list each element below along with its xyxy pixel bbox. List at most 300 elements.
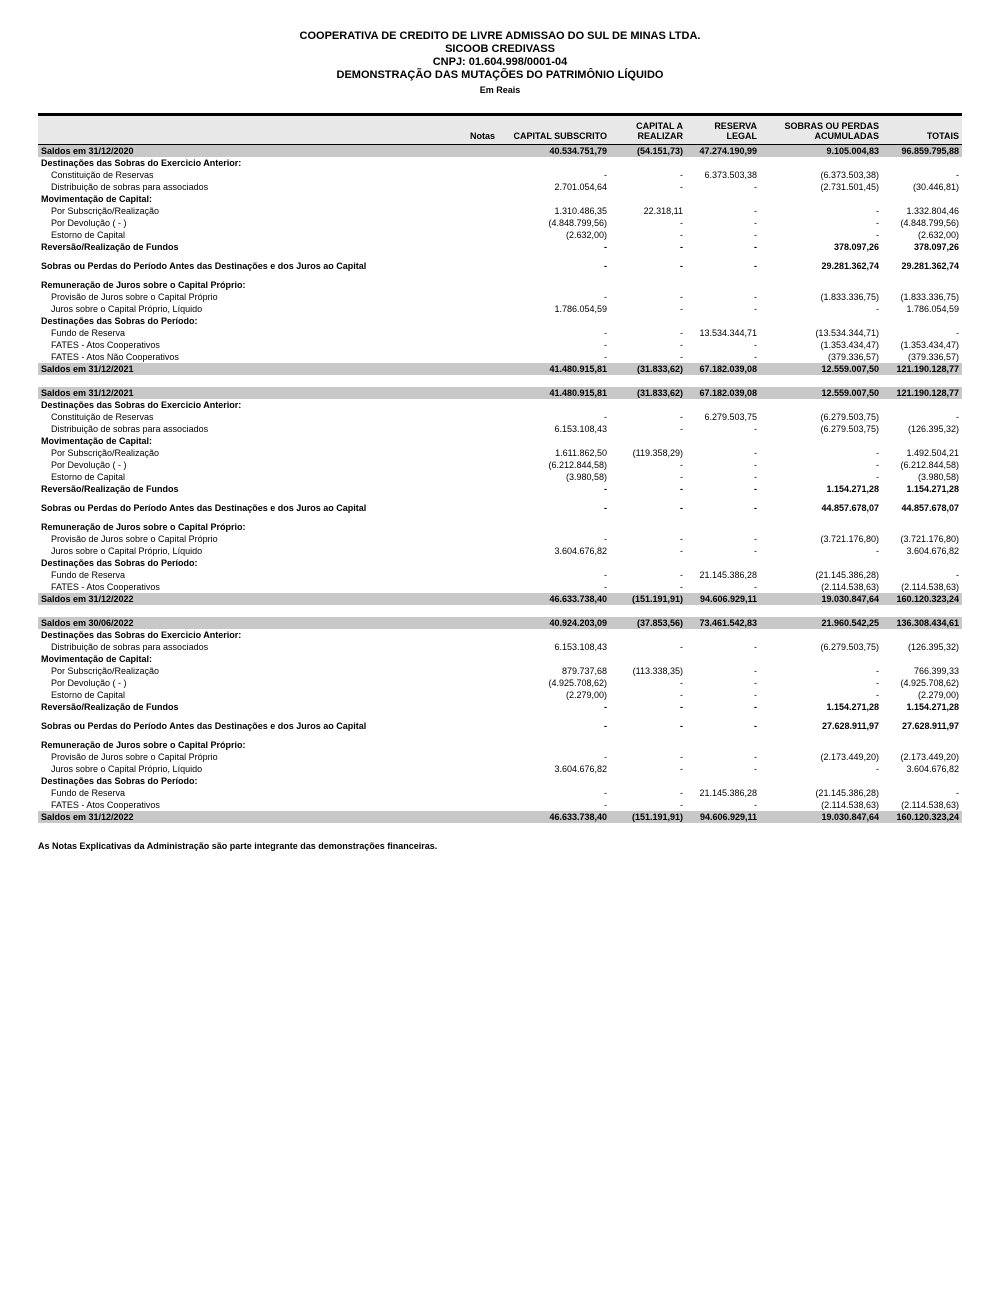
cell-totais: 160.120.323,24 bbox=[896, 811, 959, 822]
cell-capital-a-realizar bbox=[610, 157, 686, 169]
cell-capital-subscrito: - bbox=[604, 291, 607, 302]
cell-totais: 1.492.504,21 bbox=[906, 447, 959, 458]
row-label: Por Subscrição/Realização bbox=[51, 447, 160, 458]
cell-notas bbox=[448, 557, 498, 569]
cell-reserva-legal: - bbox=[754, 763, 757, 774]
cell-notas bbox=[448, 205, 498, 217]
row-label: Provisão de Juros sobre o Capital Próprio bbox=[51, 751, 218, 762]
table-row bbox=[38, 653, 962, 665]
cell-reserva-legal: - bbox=[754, 665, 757, 676]
cell-capital-a-realizar bbox=[610, 435, 686, 447]
cell-reserva-legal: - bbox=[754, 483, 757, 494]
cell-reserva-legal: - bbox=[754, 533, 757, 544]
cell-reserva-legal: - bbox=[754, 701, 757, 712]
cell-capital-a-realizar: - bbox=[680, 763, 683, 774]
spacer-row bbox=[38, 253, 962, 260]
cell-capital-a-realizar bbox=[610, 279, 686, 291]
row-label: Reversão/Realização de Fundos bbox=[41, 483, 179, 494]
cell-reserva-legal bbox=[686, 435, 760, 447]
cell-sobras-ou-perdas-acumuladas: 1.154.271,28 bbox=[826, 483, 879, 494]
row-label: Fundo de Reserva bbox=[51, 787, 126, 798]
cell-capital-a-realizar: (31.833,62) bbox=[636, 363, 683, 374]
row-label: Por Subscrição/Realização bbox=[51, 665, 160, 676]
cell-sobras-ou-perdas-acumuladas: (379.336,57) bbox=[827, 351, 879, 362]
footer-note: As Notas Explicativas da Administração são parte integrante das demonstrações financeiras. bbox=[38, 841, 438, 851]
cell-capital-a-realizar bbox=[610, 315, 686, 327]
cell-capital-a-realizar: - bbox=[680, 327, 683, 338]
cell-totais: 121.190.128,77 bbox=[896, 363, 959, 374]
table-row bbox=[38, 423, 962, 435]
table-header bbox=[38, 115, 962, 145]
cell-capital-a-realizar: (54.151,73) bbox=[636, 145, 683, 156]
cell-capital-subscrito: - bbox=[604, 327, 607, 338]
cell-capital-a-realizar: - bbox=[680, 260, 683, 271]
cell-capital-subscrito: - bbox=[604, 751, 607, 762]
table-row bbox=[38, 502, 962, 514]
cell-sobras-ou-perdas-acumuladas: (6.279.503,75) bbox=[820, 411, 879, 422]
cell-reserva-legal bbox=[686, 653, 760, 665]
cell-capital-subscrito bbox=[498, 739, 610, 751]
cell-totais: (379.336,57) bbox=[907, 351, 959, 362]
cell-notas bbox=[448, 483, 498, 495]
cell-sobras-ou-perdas-acumuladas: 44.857.678,07 bbox=[821, 502, 879, 513]
cell-totais bbox=[882, 629, 962, 641]
table-row bbox=[38, 241, 962, 253]
cell-reserva-legal bbox=[686, 279, 760, 291]
cell-sobras-ou-perdas-acumuladas bbox=[760, 157, 882, 169]
row-label: Destinações das Sobras do Exercicio Anterior: bbox=[41, 629, 242, 640]
cell-capital-subscrito: 41.480.915,81 bbox=[549, 363, 607, 374]
row-label: Estorno de Capital bbox=[51, 689, 126, 700]
cell-notas bbox=[448, 569, 498, 581]
cell-sobras-ou-perdas-acumuladas bbox=[760, 557, 882, 569]
table-row bbox=[38, 483, 962, 495]
cell-totais: (2.173.449,20) bbox=[900, 751, 959, 762]
cell-reserva-legal: - bbox=[754, 181, 757, 192]
cell-capital-a-realizar: - bbox=[680, 339, 683, 350]
cell-sobras-ou-perdas-acumuladas bbox=[760, 775, 882, 787]
table-row bbox=[38, 557, 962, 569]
cell-capital-subscrito bbox=[498, 557, 610, 569]
cell-reserva-legal: 21.145.386,28 bbox=[699, 787, 757, 798]
cell-capital-subscrito bbox=[498, 399, 610, 411]
table-row bbox=[38, 689, 962, 701]
cell-notas bbox=[448, 193, 498, 205]
cell-capital-subscrito: (4.848.799,56) bbox=[548, 217, 607, 228]
cell-notas bbox=[448, 411, 498, 423]
cell-sobras-ou-perdas-acumuladas: (13.534.344,71) bbox=[815, 327, 879, 338]
cell-notas bbox=[448, 653, 498, 665]
cell-capital-a-realizar: (113.338,35) bbox=[632, 665, 683, 676]
row-label: FATES - Atos Não Cooperativos bbox=[51, 351, 179, 362]
cell-sobras-ou-perdas-acumuladas: 27.628.911,97 bbox=[821, 720, 879, 731]
cell-reserva-legal bbox=[686, 775, 760, 787]
cell-capital-a-realizar: - bbox=[680, 423, 683, 434]
table-row bbox=[38, 399, 962, 411]
equity-statement-table bbox=[38, 113, 962, 823]
cell-reserva-legal: - bbox=[754, 423, 757, 434]
cell-reserva-legal bbox=[686, 157, 760, 169]
row-label: Por Devolução ( - ) bbox=[51, 459, 127, 470]
cell-notas bbox=[448, 811, 498, 823]
cell-notas bbox=[448, 435, 498, 447]
table-row bbox=[38, 811, 962, 823]
row-label: Provisão de Juros sobre o Capital Próprio bbox=[51, 291, 218, 302]
cell-totais: (2.279,00) bbox=[917, 689, 959, 700]
cell-totais bbox=[882, 315, 962, 327]
currency-note: Em Reais bbox=[479, 85, 521, 95]
cell-capital-a-realizar: (31.833,62) bbox=[636, 387, 683, 398]
cell-capital-a-realizar: - bbox=[680, 459, 683, 470]
cell-reserva-legal: - bbox=[754, 751, 757, 762]
spacer-row bbox=[38, 514, 962, 521]
cell-reserva-legal: - bbox=[754, 260, 757, 271]
table-row bbox=[38, 169, 962, 181]
cell-sobras-ou-perdas-acumuladas: - bbox=[876, 229, 879, 240]
cell-capital-a-realizar: (151.191,91) bbox=[631, 593, 683, 604]
cell-sobras-ou-perdas-acumuladas: (6.373.503,38) bbox=[820, 169, 879, 180]
cell-totais: 44.857.678,07 bbox=[901, 502, 959, 513]
cell-totais: 27.628.911,97 bbox=[901, 720, 959, 731]
cell-capital-a-realizar bbox=[610, 521, 686, 533]
cell-capital-subscrito: (2.632,00) bbox=[565, 229, 607, 240]
table-row bbox=[38, 181, 962, 193]
row-label: FATES - Atos Cooperativos bbox=[51, 581, 160, 592]
cell-notas bbox=[448, 689, 498, 701]
cell-sobras-ou-perdas-acumuladas: - bbox=[876, 217, 879, 228]
cell-totais: (126.395,32) bbox=[907, 423, 959, 434]
cell-reserva-legal: - bbox=[754, 217, 757, 228]
cell-sobras-ou-perdas-acumuladas: 1.154.271,28 bbox=[826, 701, 879, 712]
row-label: Remuneração de Juros sobre o Capital Próprio: bbox=[41, 521, 246, 532]
cell-notas bbox=[448, 775, 498, 787]
cell-reserva-legal: 67.182.039,08 bbox=[699, 387, 757, 398]
cell-notas bbox=[448, 787, 498, 799]
row-label: Destinações das Sobras do Exercicio Anterior: bbox=[41, 399, 242, 410]
cell-totais bbox=[882, 399, 962, 411]
cell-totais: 1.154.271,28 bbox=[906, 483, 959, 494]
cell-capital-a-realizar: - bbox=[680, 303, 683, 314]
cell-capital-subscrito: (3.980,58) bbox=[565, 471, 607, 482]
cell-capital-a-realizar: - bbox=[680, 641, 683, 652]
cell-reserva-legal: - bbox=[754, 471, 757, 482]
cell-capital-subscrito: 879.737,68 bbox=[561, 665, 607, 676]
row-label: Por Subscrição/Realização bbox=[51, 205, 160, 216]
row-label: Distribuição de sobras para associados bbox=[51, 641, 209, 652]
cell-capital-subscrito: (6.212.844,58) bbox=[548, 459, 607, 470]
row-label: Saldos em 31/12/2022 bbox=[41, 593, 134, 604]
cell-notas bbox=[448, 447, 498, 459]
row-label: Reversão/Realização de Fundos bbox=[41, 701, 179, 712]
cell-capital-subscrito: 1.786.054,59 bbox=[554, 303, 607, 314]
row-label: Saldos em 31/12/2021 bbox=[41, 387, 134, 398]
cell-notas bbox=[448, 145, 498, 158]
row-label: Saldos em 31/12/2020 bbox=[41, 145, 134, 156]
table-row bbox=[38, 545, 962, 557]
cell-totais: 160.120.323,24 bbox=[896, 593, 959, 604]
cell-notas bbox=[448, 363, 498, 375]
row-label: Por Devolução ( - ) bbox=[51, 217, 127, 228]
cell-reserva-legal: 13.534.344,71 bbox=[699, 327, 757, 338]
cell-totais bbox=[882, 775, 962, 787]
table-body bbox=[38, 145, 962, 824]
cell-capital-subscrito: - bbox=[604, 339, 607, 350]
row-label: Remuneração de Juros sobre o Capital Próprio: bbox=[41, 279, 246, 290]
cell-totais: (1.833.336,75) bbox=[900, 291, 959, 302]
cell-sobras-ou-perdas-acumuladas: (6.279.503,75) bbox=[820, 641, 879, 652]
cell-capital-a-realizar bbox=[610, 775, 686, 787]
table-header-row bbox=[38, 115, 962, 145]
cell-reserva-legal bbox=[686, 521, 760, 533]
cell-capital-a-realizar: - bbox=[680, 533, 683, 544]
cell-sobras-ou-perdas-acumuladas bbox=[760, 315, 882, 327]
cell-sobras-ou-perdas-acumuladas: (2.173.449,20) bbox=[820, 751, 879, 762]
cell-totais bbox=[882, 435, 962, 447]
gap-row bbox=[38, 605, 962, 617]
cell-totais: (126.395,32) bbox=[907, 641, 959, 652]
spacer-row bbox=[38, 732, 962, 739]
cell-capital-subscrito: (2.279,00) bbox=[565, 689, 607, 700]
row-label: Sobras ou Perdas do Período Antes das Destinações e dos Juros ao Capital bbox=[41, 260, 367, 271]
cell-capital-subscrito bbox=[498, 435, 610, 447]
table-row bbox=[38, 533, 962, 545]
cell-sobras-ou-perdas-acumuladas: (3.721.176,80) bbox=[820, 533, 879, 544]
cell-capital-a-realizar bbox=[610, 653, 686, 665]
cell-notas bbox=[448, 279, 498, 291]
cell-notas bbox=[448, 459, 498, 471]
cell-notas bbox=[448, 751, 498, 763]
trade-name: SICOOB CREDIVASS bbox=[445, 43, 555, 55]
table-row bbox=[38, 775, 962, 787]
cell-notas bbox=[448, 521, 498, 533]
cell-reserva-legal: - bbox=[754, 339, 757, 350]
cell-notas bbox=[448, 315, 498, 327]
column-header-sobras-ou-perdas-acumuladas: SOBRAS OU PERDAS ACUMULADAS bbox=[760, 115, 882, 145]
cell-totais: 121.190.128,77 bbox=[896, 387, 959, 398]
cell-capital-a-realizar: - bbox=[680, 581, 683, 592]
column-header-notas: Notas bbox=[448, 115, 498, 145]
cell-capital-a-realizar: - bbox=[680, 677, 683, 688]
cell-sobras-ou-perdas-acumuladas: (2.114.538,63) bbox=[821, 581, 879, 592]
row-label: Provisão de Juros sobre o Capital Próprio bbox=[51, 533, 218, 544]
cell-capital-subscrito: - bbox=[604, 787, 607, 798]
cell-totais: (3.980,58) bbox=[917, 471, 959, 482]
table-row bbox=[38, 569, 962, 581]
spacer-cell bbox=[38, 514, 962, 521]
cell-sobras-ou-perdas-acumuladas: 29.281.362,74 bbox=[821, 260, 879, 271]
cell-notas bbox=[448, 763, 498, 775]
cell-capital-a-realizar: - bbox=[680, 181, 683, 192]
table-row bbox=[38, 435, 962, 447]
cell-capital-subscrito: 40.534.751,79 bbox=[549, 145, 607, 156]
cell-reserva-legal: - bbox=[754, 229, 757, 240]
table-row bbox=[38, 303, 962, 315]
cell-capital-a-realizar: - bbox=[680, 787, 683, 798]
cell-totais: 29.281.362,74 bbox=[901, 260, 959, 271]
cell-sobras-ou-perdas-acumuladas: 21.960.542,25 bbox=[821, 617, 879, 628]
cell-capital-a-realizar: 22.318,11 bbox=[643, 205, 683, 216]
row-label: Sobras ou Perdas do Período Antes das Destinações e dos Juros ao Capital bbox=[41, 720, 367, 731]
cell-capital-subscrito: 3.604.676,82 bbox=[554, 545, 607, 556]
cell-reserva-legal: - bbox=[754, 303, 757, 314]
cell-totais bbox=[882, 279, 962, 291]
cell-reserva-legal: 6.373.503,38 bbox=[704, 169, 757, 180]
row-label: Por Devolução ( - ) bbox=[51, 677, 127, 688]
row-label: Destinações das Sobras do Período: bbox=[41, 315, 198, 326]
cell-totais: (30.446,81) bbox=[912, 181, 959, 192]
cell-notas bbox=[448, 739, 498, 751]
cell-sobras-ou-perdas-acumuladas: 12.559.007,50 bbox=[821, 363, 879, 374]
table-row bbox=[38, 351, 962, 363]
cell-capital-a-realizar bbox=[610, 557, 686, 569]
table-row bbox=[38, 279, 962, 291]
cell-sobras-ou-perdas-acumuladas bbox=[760, 653, 882, 665]
cell-sobras-ou-perdas-acumuladas: - bbox=[876, 303, 879, 314]
cell-notas bbox=[448, 260, 498, 272]
cell-capital-subscrito bbox=[498, 629, 610, 641]
cell-notas bbox=[448, 169, 498, 181]
cell-totais: (4.925.708,62) bbox=[900, 677, 959, 688]
cell-capital-subscrito: 46.633.738,40 bbox=[549, 811, 607, 822]
cell-capital-a-realizar bbox=[610, 193, 686, 205]
cell-capital-subscrito bbox=[498, 315, 610, 327]
cell-capital-subscrito: - bbox=[604, 351, 607, 362]
cell-notas bbox=[448, 241, 498, 253]
spacer-cell bbox=[38, 375, 962, 387]
table-row bbox=[38, 363, 962, 375]
cell-capital-subscrito: - bbox=[604, 502, 607, 513]
cell-capital-subscrito: (4.925.708,62) bbox=[548, 677, 607, 688]
spacer-cell bbox=[38, 605, 962, 617]
cell-notas bbox=[448, 533, 498, 545]
cell-notas bbox=[448, 351, 498, 363]
cell-capital-a-realizar: - bbox=[680, 411, 683, 422]
cell-totais: 3.604.676,82 bbox=[906, 545, 959, 556]
row-label: Remuneração de Juros sobre o Capital Próprio: bbox=[41, 739, 246, 750]
cell-capital-a-realizar: - bbox=[680, 545, 683, 556]
cell-notas bbox=[448, 399, 498, 411]
cell-capital-a-realizar: - bbox=[680, 169, 683, 180]
cell-sobras-ou-perdas-acumuladas bbox=[760, 521, 882, 533]
cell-reserva-legal: 6.279.503,75 bbox=[704, 411, 757, 422]
cell-sobras-ou-perdas-acumuladas: - bbox=[876, 205, 879, 216]
table-row bbox=[38, 751, 962, 763]
cell-reserva-legal: 73.461.542,83 bbox=[699, 617, 757, 628]
table-row bbox=[38, 145, 962, 158]
cell-reserva-legal bbox=[686, 193, 760, 205]
cell-totais: 136.308.434,61 bbox=[896, 617, 959, 628]
cell-sobras-ou-perdas-acumuladas: 9.105.004,83 bbox=[826, 145, 879, 156]
cell-capital-subscrito: 1.611.862,50 bbox=[555, 447, 607, 458]
column-header-row-label bbox=[38, 115, 448, 145]
cell-notas bbox=[448, 581, 498, 593]
cell-capital-subscrito: - bbox=[604, 581, 607, 592]
cell-reserva-legal: - bbox=[754, 291, 757, 302]
cell-capital-subscrito bbox=[498, 521, 610, 533]
cell-notas bbox=[448, 545, 498, 557]
table-row bbox=[38, 339, 962, 351]
cell-reserva-legal: - bbox=[754, 459, 757, 470]
cell-sobras-ou-perdas-acumuladas: 19.030.847,64 bbox=[821, 593, 879, 604]
gap-row bbox=[38, 375, 962, 387]
cnpj-line: CNPJ: 01.604.998/0001-04 bbox=[432, 56, 568, 68]
cell-reserva-legal bbox=[686, 629, 760, 641]
cell-notas bbox=[448, 720, 498, 732]
cell-capital-subscrito: - bbox=[604, 799, 607, 810]
cell-notas bbox=[448, 229, 498, 241]
table-row bbox=[38, 459, 962, 471]
cell-capital-a-realizar: - bbox=[680, 751, 683, 762]
cell-notas bbox=[448, 387, 498, 399]
cell-totais: 1.154.271,28 bbox=[906, 701, 959, 712]
cell-sobras-ou-perdas-acumuladas: - bbox=[876, 665, 879, 676]
row-label: Distribuição de sobras para associados bbox=[51, 423, 209, 434]
row-label: Constituição de Reservas bbox=[51, 411, 154, 422]
table-row bbox=[38, 157, 962, 169]
cell-reserva-legal: - bbox=[754, 581, 757, 592]
cell-sobras-ou-perdas-acumuladas bbox=[760, 739, 882, 751]
cell-totais bbox=[882, 193, 962, 205]
cell-capital-subscrito: - bbox=[604, 241, 607, 252]
row-label: Distribuição de sobras para associados bbox=[51, 181, 209, 192]
spacer-cell bbox=[38, 253, 962, 260]
cell-reserva-legal: - bbox=[754, 545, 757, 556]
cell-reserva-legal: - bbox=[754, 205, 757, 216]
table-row bbox=[38, 665, 962, 677]
cell-totais: (2.114.538,63) bbox=[901, 581, 959, 592]
table-row bbox=[38, 739, 962, 751]
cell-capital-a-realizar: - bbox=[680, 471, 683, 482]
cell-sobras-ou-perdas-acumuladas: 19.030.847,64 bbox=[821, 811, 879, 822]
cell-capital-subscrito bbox=[498, 279, 610, 291]
cell-reserva-legal bbox=[686, 557, 760, 569]
cell-capital-a-realizar: - bbox=[680, 701, 683, 712]
cell-capital-a-realizar: (37.853,56) bbox=[636, 617, 683, 628]
cell-totais: - bbox=[956, 411, 959, 422]
cell-totais: 378.097,26 bbox=[913, 241, 959, 252]
cell-totais: - bbox=[956, 327, 959, 338]
table-row bbox=[38, 193, 962, 205]
cell-totais: 1.332.804,46 bbox=[906, 205, 959, 216]
cell-sobras-ou-perdas-acumuladas: (21.145.386,28) bbox=[815, 787, 879, 798]
cell-reserva-legal: - bbox=[754, 502, 757, 513]
cell-capital-a-realizar: - bbox=[680, 689, 683, 700]
row-label: Fundo de Reserva bbox=[51, 569, 126, 580]
cell-capital-subscrito bbox=[498, 157, 610, 169]
cell-notas bbox=[448, 502, 498, 514]
cell-sobras-ou-perdas-acumuladas: - bbox=[876, 763, 879, 774]
cell-notas bbox=[448, 617, 498, 629]
cell-totais: - bbox=[956, 787, 959, 798]
cell-capital-a-realizar: - bbox=[680, 483, 683, 494]
row-label: Juros sobre o Capital Próprio, Líquido bbox=[51, 545, 203, 556]
row-label: Juros sobre o Capital Próprio, Líquido bbox=[51, 303, 203, 314]
cell-capital-a-realizar bbox=[610, 629, 686, 641]
row-label: Movimentação de Capital: bbox=[41, 653, 153, 664]
spacer-cell bbox=[38, 272, 962, 279]
cell-totais: 3.604.676,82 bbox=[906, 763, 959, 774]
table-row bbox=[38, 629, 962, 641]
cell-capital-a-realizar: - bbox=[680, 229, 683, 240]
cell-capital-a-realizar bbox=[610, 399, 686, 411]
cell-totais: (2.114.538,63) bbox=[901, 799, 959, 810]
spacer-cell bbox=[38, 732, 962, 739]
table-row bbox=[38, 260, 962, 272]
cell-reserva-legal bbox=[686, 315, 760, 327]
cell-sobras-ou-perdas-acumuladas bbox=[760, 193, 882, 205]
cell-totais bbox=[882, 739, 962, 751]
row-label: Reversão/Realização de Fundos bbox=[41, 241, 179, 252]
